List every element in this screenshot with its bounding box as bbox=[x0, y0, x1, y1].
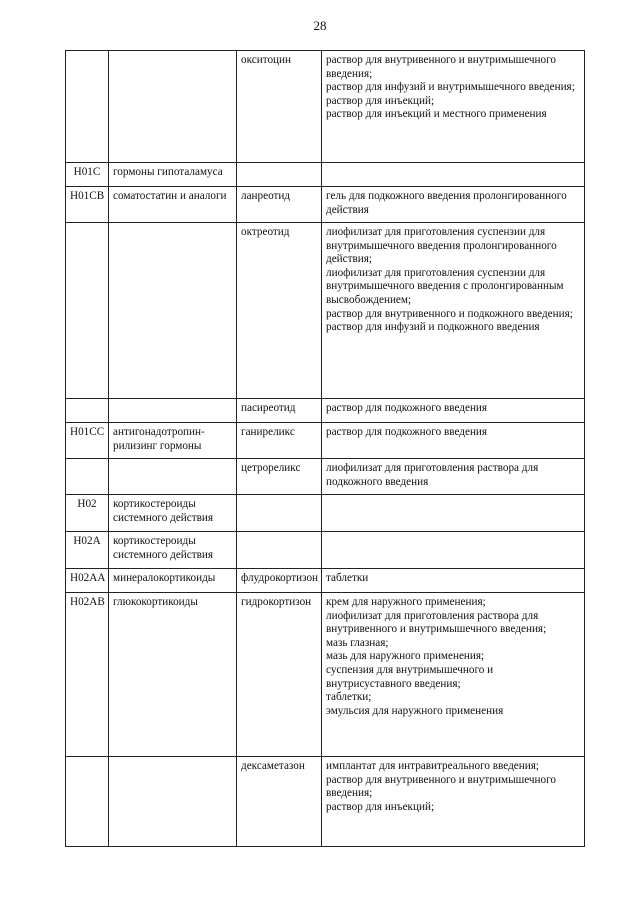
drug-name-cell: пасиреотид bbox=[237, 399, 322, 423]
dosage-forms-cell bbox=[322, 757, 585, 847]
dosage-forms-cell bbox=[322, 495, 585, 532]
dosage-forms-cell bbox=[322, 223, 585, 399]
group-name-cell: кортикостероиды системного действия bbox=[109, 532, 237, 569]
dosage-form-item: имплантат для интравитреального введения; bbox=[326, 760, 539, 772]
group-name-cell: гормоны гипоталамуса bbox=[109, 163, 237, 187]
dosage-form-item: таблетки bbox=[326, 572, 369, 584]
dosage-form-item: раствор для инъекций и местного применения bbox=[326, 108, 547, 121]
drug-name-cell: флудрокортизон bbox=[237, 569, 322, 593]
dosage-form-item: суспензия для внутримышечного и внутрисуставного введения; bbox=[326, 663, 494, 690]
dosage-form-item: мазь для наружного применения; bbox=[326, 650, 485, 663]
table-row bbox=[66, 399, 585, 423]
atc-code-cell: H02 bbox=[66, 495, 109, 532]
dosage-form-item: лиофилизат для приготовления суспензии для внутримышечного введения пролонгированного действия; bbox=[326, 226, 557, 266]
dosage-forms-cell bbox=[322, 423, 585, 459]
drug-name-cell: дексаметазон bbox=[237, 757, 322, 847]
atc-code-cell: H01C bbox=[66, 163, 109, 187]
dosage-forms-cell bbox=[322, 532, 585, 569]
table-row bbox=[66, 423, 585, 459]
dosage-form-item: раствор для внутривенного и внутримышечного введения; bbox=[326, 54, 557, 80]
group-name-cell: минералокортикоиды bbox=[109, 569, 237, 593]
dosage-form-item: гель для подкожного введения пролонгированного действия bbox=[326, 190, 567, 216]
table-row bbox=[66, 223, 585, 399]
dosage-form-item: лиофилизат для приготовления раствора для внутривенного и внутримышечного введения; bbox=[326, 609, 547, 636]
group-name-cell bbox=[109, 459, 237, 495]
atc-code-cell: H01CC bbox=[66, 423, 109, 459]
table-row bbox=[66, 532, 585, 569]
atc-code-cell bbox=[66, 459, 109, 495]
table-row bbox=[66, 187, 585, 223]
dosage-forms-cell bbox=[322, 459, 585, 495]
dosage-form-item: крем для наружного применения; bbox=[326, 596, 486, 608]
dosage-form-item: раствор для инфузий и внутримышечного введения; bbox=[326, 81, 575, 94]
dosage-form-item: мазь глазная; bbox=[326, 636, 389, 649]
dosage-form-item: лиофилизат для приготовления суспензии для внутримышечного введения с пролонгированным высвобождением; bbox=[326, 266, 564, 306]
table-row bbox=[66, 163, 585, 187]
drug-name-cell bbox=[237, 532, 322, 569]
dosage-form-item: таблетки; bbox=[326, 691, 372, 704]
group-name-cell bbox=[109, 757, 237, 847]
atc-code-cell bbox=[66, 51, 109, 163]
table-row bbox=[66, 569, 585, 593]
dosage-form-item: раствор для инъекций; bbox=[326, 800, 435, 813]
atc-code-cell bbox=[66, 399, 109, 423]
dosage-form-item: раствор для подкожного введения bbox=[326, 426, 488, 438]
group-name-cell bbox=[109, 223, 237, 399]
table-row bbox=[66, 495, 585, 532]
page-number: 28 bbox=[313, 18, 327, 33]
atc-code-cell: H02AB bbox=[66, 593, 109, 757]
dosage-form-item: лиофилизат для приготовления раствора для подкожного введения bbox=[326, 462, 539, 488]
dosage-form-item: раствор для подкожного введения bbox=[326, 402, 488, 414]
dosage-form-item: раствор для инъекций; bbox=[326, 94, 435, 107]
dosage-forms-cell bbox=[322, 187, 585, 223]
group-name-cell: соматостатин и аналоги bbox=[109, 187, 237, 223]
drug-name-cell: цетрореликс bbox=[237, 459, 322, 495]
drug-name-cell bbox=[237, 163, 322, 187]
drug-table bbox=[65, 50, 585, 847]
drug-name-cell: ганиреликс bbox=[237, 423, 322, 459]
group-name-cell bbox=[109, 399, 237, 423]
table-row bbox=[66, 593, 585, 757]
group-name-cell bbox=[109, 51, 237, 163]
table-row bbox=[66, 757, 585, 847]
dosage-form-item: раствор для внутривенного и подкожного введения; bbox=[326, 307, 573, 320]
drug-name-cell: ланреотид bbox=[237, 187, 322, 223]
dosage-forms-cell bbox=[322, 399, 585, 423]
drug-name-cell: октреотид bbox=[237, 223, 322, 399]
drug-name-cell bbox=[237, 495, 322, 532]
group-name-cell: глюкокортикоиды bbox=[109, 593, 237, 757]
atc-code-cell bbox=[66, 223, 109, 399]
dosage-form-item: раствор для инфузий и подкожного введения bbox=[326, 321, 540, 334]
atc-code-cell: H01CB bbox=[66, 187, 109, 223]
table-row bbox=[66, 459, 585, 495]
dosage-form-item: раствор для внутривенного и внутримышечного введения; bbox=[326, 773, 557, 800]
group-name-cell: антигонадотропин-рилизинг гормоны bbox=[109, 423, 237, 459]
group-name-cell: кортикостероиды системного действия bbox=[109, 495, 237, 532]
drug-name-cell: окситоцин bbox=[237, 51, 322, 163]
atc-code-cell bbox=[66, 757, 109, 847]
drug-name-cell: гидрокортизон bbox=[237, 593, 322, 757]
dosage-form-item: эмульсия для наружного применения bbox=[326, 704, 504, 717]
table-row bbox=[66, 51, 585, 163]
dosage-forms-cell bbox=[322, 569, 585, 593]
atc-code-cell: H02AA bbox=[66, 569, 109, 593]
dosage-forms-cell bbox=[322, 163, 585, 187]
dosage-forms-cell bbox=[322, 593, 585, 757]
atc-code-cell: H02A bbox=[66, 532, 109, 569]
dosage-forms-cell bbox=[322, 51, 585, 163]
